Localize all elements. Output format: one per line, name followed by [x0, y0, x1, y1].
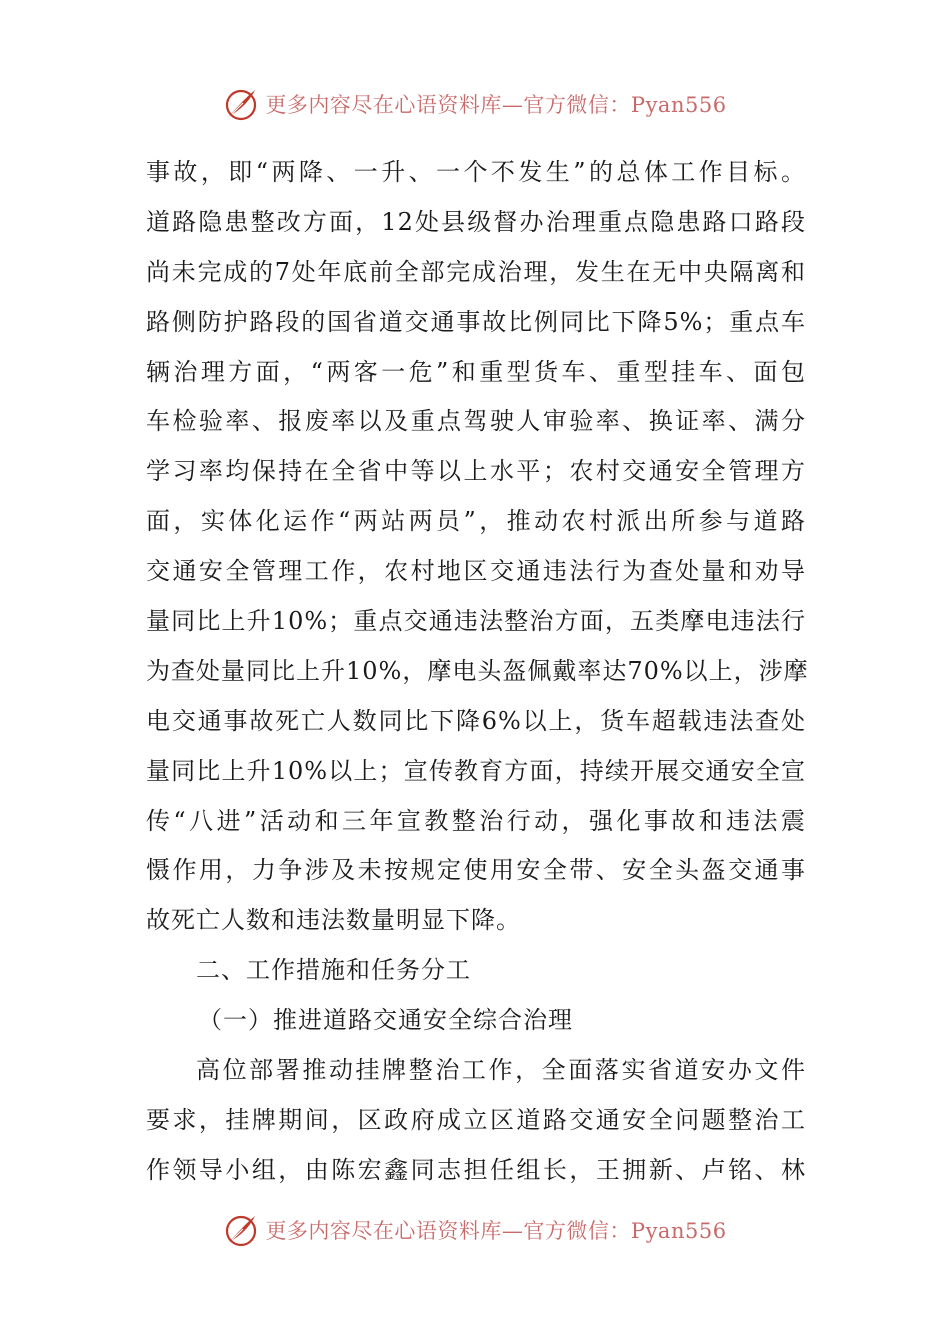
- body-line: 作领导小组，由陈宏鑫同志担任组长，王拥新、卢铭、林: [146, 1155, 806, 1184]
- body-line: 故死亡人数和违法数量明显下降。: [146, 906, 521, 935]
- header-watermark-text: 更多内容尽在心语资料库—官方微信：Pyan556: [265, 93, 727, 117]
- body-line: 辆治理方面，“两客一危”和重型货车、重型挂车、面包: [146, 357, 806, 386]
- body-line: 道路隐患整改方面，12处县级督办治理重点隐患路口路段: [146, 207, 806, 236]
- body-line: 学习率均保持在全省中等以上水平；农村交通安全管理方: [146, 457, 806, 486]
- body-line: 为查处量同比上升10%，摩电头盔佩戴率达70%以上，涉摩: [146, 656, 809, 685]
- body-line: 尚未完成的7处年底前全部完成治理，发生在无中央隔离和: [146, 257, 806, 286]
- body-line: 事故，即“两降、一升、一个不发生”的总体工作目标。: [146, 158, 806, 186]
- body-line: 慑作用，力争涉及未按规定使用安全带、安全头盔交通事: [146, 856, 806, 885]
- body-line: 量同比上升10%以上；宣传教育方面，持续开展交通安全宣: [146, 756, 806, 785]
- body-line: 路侧防护路段的国省道交通事故比例同比下降5%；重点车: [146, 307, 806, 336]
- quill-logo-icon: [223, 1212, 259, 1248]
- footer-watermark: [0, 1210, 950, 1250]
- subsection-heading: （一）推进道路交通安全综合治理: [198, 1006, 573, 1035]
- body-line: 面，实体化运作“两站两员”，推动农村派出所参与道路: [146, 507, 806, 536]
- document-body: [146, 148, 809, 1196]
- footer-watermark-text: 更多内容尽在心语资料库—官方微信：Pyan556: [265, 1219, 727, 1243]
- body-line: 传“八进”活动和三年宣教整治行动，强化事故和违法震: [146, 806, 806, 835]
- body-line: 量同比上升10%；重点交通违法整治方面，五类摩电违法行: [146, 607, 806, 636]
- quill-logo-icon: [223, 86, 259, 122]
- section-heading: 二、工作措施和任务分工: [196, 956, 471, 985]
- body-line: 电交通事故死亡人数同比下降6%以上，货车超载违法查处: [146, 706, 806, 735]
- body-line: 车检验率、报废率以及重点驾驶人审验率、换证率、满分: [146, 407, 806, 436]
- body-line: 高位部署推动挂牌整治工作，全面落实省道安办文件: [196, 1056, 806, 1085]
- body-line: 交通安全管理工作，农村地区交通违法行为查处量和劝导: [146, 557, 806, 586]
- header-watermark: [0, 84, 950, 124]
- body-line: 要求，挂牌期间，区政府成立区道路交通安全问题整治工: [146, 1105, 806, 1134]
